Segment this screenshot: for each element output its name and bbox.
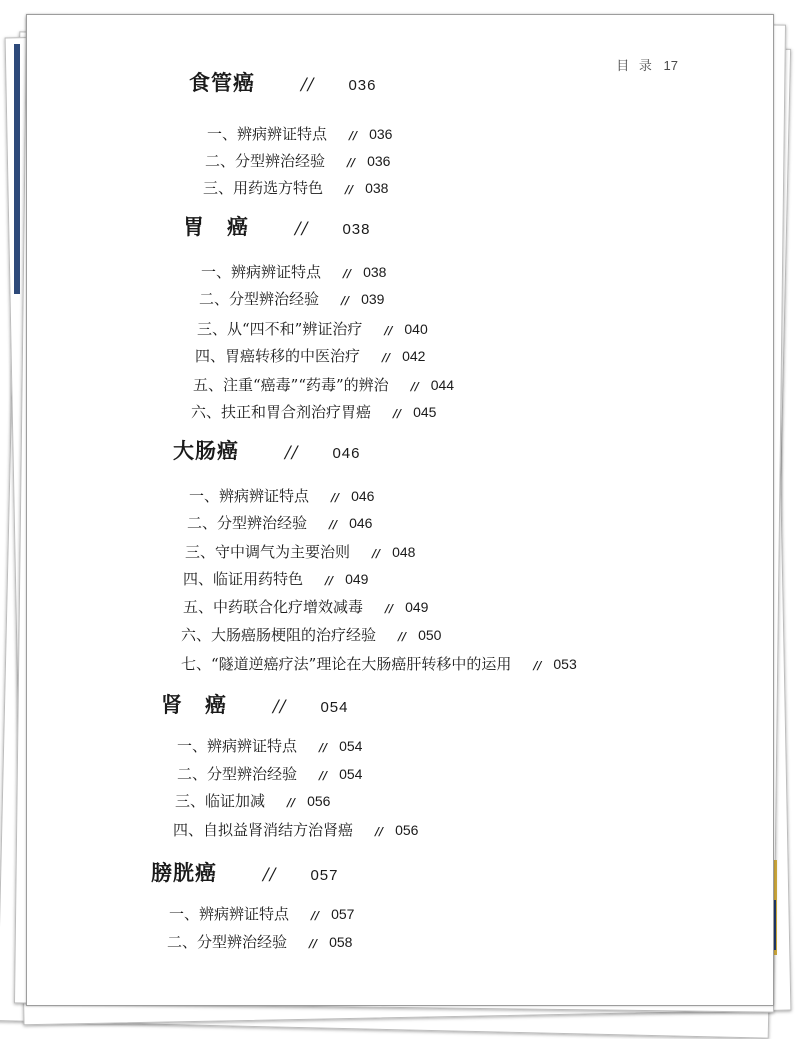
entry-label: 二、分型辨治经验 xyxy=(187,514,308,532)
chapter-heading[interactable] xyxy=(161,689,349,719)
entry-page: 040 xyxy=(404,321,428,337)
entry-page: 053 xyxy=(553,656,577,672)
entry-separator: // xyxy=(325,574,334,587)
entry-label: 三、临证加减 xyxy=(175,792,266,810)
chapter-separator: // xyxy=(295,219,309,239)
toc-entry[interactable] xyxy=(205,150,390,171)
entry-separator: // xyxy=(331,491,340,504)
toc-entry[interactable] xyxy=(193,374,454,395)
entry-label: 三、用药选方特色 xyxy=(203,179,324,197)
entry-separator: // xyxy=(385,602,394,615)
toc-entry[interactable] xyxy=(197,318,428,339)
entry-separator: // xyxy=(347,156,356,169)
entry-separator: // xyxy=(345,183,354,196)
chapter-title: 肾 癌 xyxy=(161,692,227,717)
chapter-heading[interactable] xyxy=(151,857,339,887)
entry-label: 一、辨病辨证特点 xyxy=(207,125,328,143)
toc-entry[interactable] xyxy=(189,485,374,506)
toc-entry[interactable] xyxy=(181,624,441,645)
entry-page: 058 xyxy=(329,934,353,950)
entry-separator: // xyxy=(343,267,352,280)
entry-page: 056 xyxy=(395,822,419,838)
toc-entry[interactable] xyxy=(201,261,386,282)
chapter-heading[interactable] xyxy=(189,67,377,97)
entry-page: 049 xyxy=(345,571,369,587)
entry-separator: // xyxy=(309,937,318,950)
entry-page: 046 xyxy=(349,515,373,531)
entry-label: 三、从“四不和”辨证治疗 xyxy=(197,320,363,338)
entry-page: 046 xyxy=(351,488,375,504)
entry-separator: // xyxy=(372,547,381,560)
chapter-separator: // xyxy=(285,443,299,463)
toc-page xyxy=(26,14,774,1006)
toc-entry[interactable] xyxy=(173,819,418,840)
header-section-label: 目 录 xyxy=(616,58,655,73)
entry-page: 038 xyxy=(363,264,387,280)
entry-separator: // xyxy=(319,769,328,782)
chapter-page: 054 xyxy=(320,699,349,716)
chapter-title: 胃 癌 xyxy=(183,214,249,239)
entry-separator: // xyxy=(533,659,542,672)
entry-label: 二、分型辨治经验 xyxy=(199,290,320,308)
entry-separator: // xyxy=(393,407,402,420)
header-page-number: 17 xyxy=(663,58,678,73)
entry-separator: // xyxy=(349,129,358,142)
entry-page: 042 xyxy=(402,348,426,364)
toc-entry[interactable] xyxy=(185,541,415,562)
entry-label: 一、辨病辨证特点 xyxy=(201,263,322,281)
entry-separator: // xyxy=(398,630,407,643)
entry-label: 三、守中调气为主要治则 xyxy=(185,543,351,561)
entry-separator: // xyxy=(384,324,393,337)
entry-label: 六、扶正和胃合剂治疗胃癌 xyxy=(191,403,372,421)
entry-page: 049 xyxy=(405,599,429,615)
entry-separator: // xyxy=(341,294,350,307)
toc-entry[interactable] xyxy=(183,596,428,617)
toc-entry[interactable] xyxy=(181,653,577,674)
entry-label: 二、分型辨治经验 xyxy=(205,152,326,170)
toc-entry[interactable] xyxy=(167,931,352,952)
chapter-page: 046 xyxy=(332,445,361,462)
chapter-title: 大肠癌 xyxy=(173,438,239,463)
entry-page: 038 xyxy=(365,180,389,196)
entry-page: 048 xyxy=(392,544,416,560)
toc-entry[interactable] xyxy=(177,763,362,784)
entry-label: 四、自拟益肾消结方治肾癌 xyxy=(173,821,354,839)
toc-entry[interactable] xyxy=(187,512,372,533)
chapter-page: 036 xyxy=(348,77,377,94)
toc-entry[interactable] xyxy=(191,401,436,422)
entry-page: 036 xyxy=(367,153,391,169)
entry-separator: // xyxy=(319,741,328,754)
entry-label: 五、注重“癌毒”“药毒”的辨治 xyxy=(193,376,389,394)
entry-page: 050 xyxy=(418,627,442,643)
entry-page: 054 xyxy=(339,766,363,782)
chapter-title: 膀胱癌 xyxy=(151,860,217,885)
entry-label: 四、胃癌转移的中医治疗 xyxy=(195,347,361,365)
cover-edge-blue xyxy=(14,44,20,294)
entry-label: 六、大肠癌肠梗阻的治疗经验 xyxy=(181,626,377,644)
entry-label: 四、临证用药特色 xyxy=(183,570,304,588)
entry-page: 036 xyxy=(369,126,393,142)
entry-separator: // xyxy=(311,909,320,922)
toc-entry[interactable] xyxy=(203,177,388,198)
chapter-separator: // xyxy=(273,697,287,717)
chapter-page: 057 xyxy=(310,867,339,884)
entry-separator: // xyxy=(329,518,338,531)
chapter-title: 食管癌 xyxy=(189,70,255,95)
entry-separator: // xyxy=(287,796,296,809)
chapter-separator: // xyxy=(301,75,315,95)
chapter-page: 038 xyxy=(342,221,371,238)
entry-label: 一、辨病辨证特点 xyxy=(189,487,310,505)
entry-page: 056 xyxy=(307,793,331,809)
entry-page: 039 xyxy=(361,291,385,307)
entry-label: 一、辨病辨证特点 xyxy=(169,905,290,923)
toc-entry[interactable] xyxy=(199,288,384,309)
toc-entry[interactable] xyxy=(177,735,362,756)
entry-page: 045 xyxy=(413,404,437,420)
entry-label: 七、“隧道逆癌疗法”理论在大肠癌肝转移中的运用 xyxy=(181,655,512,673)
entry-page: 054 xyxy=(339,738,363,754)
entry-separator: // xyxy=(410,380,419,393)
entry-page: 057 xyxy=(331,906,355,922)
toc-entry[interactable] xyxy=(169,903,354,924)
running-header xyxy=(616,55,678,74)
toc-entry[interactable] xyxy=(183,568,368,589)
toc-entry[interactable] xyxy=(195,345,425,366)
entry-separator: // xyxy=(382,351,391,364)
entry-separator: // xyxy=(375,825,384,838)
entry-label: 二、分型辨治经验 xyxy=(177,765,298,783)
entry-label: 五、中药联合化疗增效减毒 xyxy=(183,598,364,616)
toc-entry[interactable] xyxy=(207,123,392,144)
chapter-heading[interactable] xyxy=(173,435,361,465)
entry-page: 044 xyxy=(430,377,455,393)
chapter-heading[interactable] xyxy=(183,211,371,241)
toc-entry[interactable] xyxy=(175,790,330,811)
chapter-separator: // xyxy=(263,865,277,885)
entry-label: 二、分型辨治经验 xyxy=(167,933,288,951)
entry-label: 一、辨病辨证特点 xyxy=(177,737,298,755)
